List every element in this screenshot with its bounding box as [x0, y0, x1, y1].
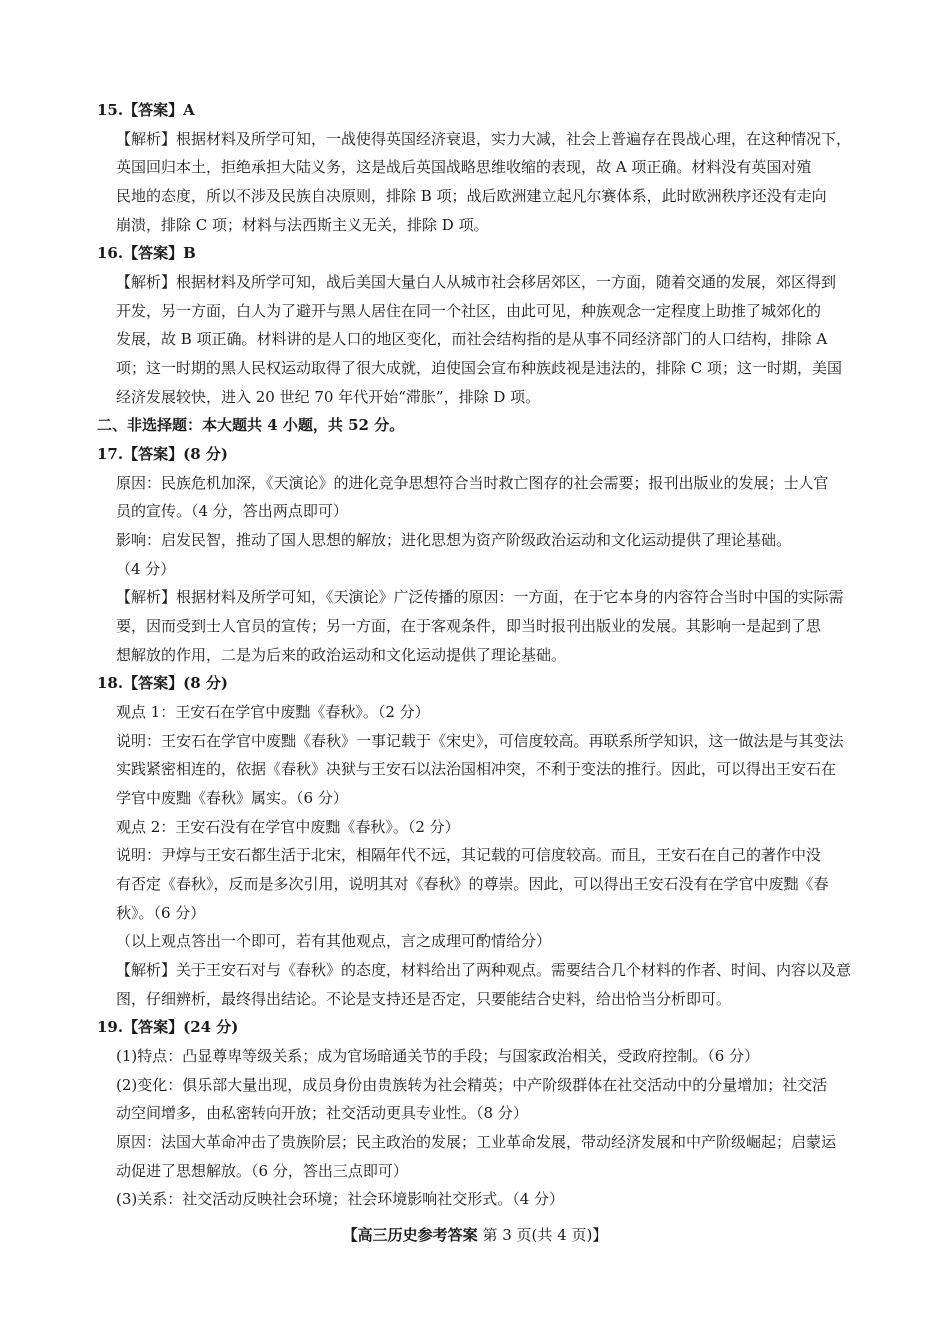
q15-analysis-line-2: 英国回归本土，拒绝承担大陆义务，这是战后英国战略思维收缩的表现，故 A 项正确。材料没有英国对殖 — [116, 158, 812, 176]
q18-line-10: 【解析】关于王安石对与《春秋》的态度，材料给出了两种观点。需要结合几个材料的作者、时间、内容以及意 — [116, 961, 852, 979]
q17-answer: 17.【答案】(8 分) — [97, 445, 228, 463]
q18-line-2: 说明：王安石在学官中废黜《春秋》一事记载于《宋史》，可信度较高。再联系所学知识，这一做法是与其变法 — [116, 732, 844, 750]
q19-line-2: (2)变化：俱乐部大量出现，成员身份由贵族转为社会精英；中产阶级群体在社交活动中的分量增加；社交活 — [116, 1076, 828, 1094]
q18-line-11: 图，仔细辨析，最终得出结论。不论是支持还是否定，只要能结合史料，给出恰当分析即可。 — [116, 990, 732, 1008]
q15-analysis-line-3: 民地的态度，所以不涉及民族自决原则，排除 B 项；战后欧洲建立起凡尔赛体系，此时欧洲秩序还没有走向 — [116, 187, 827, 205]
q18-line-9: （以上观点答出一个即可，若有其他观点，言之成理可酌情给分） — [116, 932, 552, 950]
q19-answer: 19.【答案】(24 分) — [97, 1018, 239, 1036]
q18-line-7: 有否定《春秋》，反而是多次引用，说明其对《春秋》的尊崇。因此，可以得出王安石没有在学官中废黜《春 — [116, 875, 829, 893]
q19-line-6: (3)关系：社交活动反映社会环境；社会环境影响社交形式。（4 分） — [116, 1190, 565, 1208]
q16-analysis-line-2: 开发，另一方面，白人为了避开与黑人居住在同一个社区，由此可见，种族观念一定程度上助推了城郊化的 — [116, 302, 822, 320]
q18-line-4: 学官中废黜《春秋》属实。（6 分） — [116, 789, 348, 807]
q17-line-6: 要，因而受到士人官员的宣传；另一方面，在于客观条件，即当时报刊出版业的发展。其影响一是起到了思 — [116, 617, 822, 635]
q17-line-7: 想解放的作用，二是为后来的政治运动和文化运动提供了理论基础。 — [116, 646, 567, 664]
q16-analysis-line-4: 项；这一时期的黑人民权运动取得了很大成就，迫使国会宣布种族歧视是违法的，排除 C 项；这一时期，美国 — [116, 359, 843, 377]
q15-analysis-line-1: 【解析】根据材料及所学可知，一战使得英国经济衰退，实力大减，社会上普遍存在畏战心理，在这种情况下， — [116, 130, 852, 148]
footer-title: 【高三历史参考答案 — [342, 1226, 478, 1244]
q16-analysis-line-3: 发展，故 B 项正确。材料讲的是人口的地区变化，而社会结构指的是从事不同经济部门的人口结构，排除 A — [116, 330, 828, 348]
q18-line-6: 说明：尹焞与王安石都生活于北宋，相隔年代不远，其记载的可信度较高。而且，王安石在自己的著作中没 — [116, 846, 822, 864]
q17-line-3: 影响：启发民智，推动了国人思想的解放；进化思想为资产阶级政治运动和文化运动提供了理论基础。 — [116, 531, 792, 549]
q17-line-5: 【解析】根据材料及所学可知，《天演论》广泛传播的原因：一方面，在于它本身的内容符合当时中国的实际需 — [116, 588, 844, 606]
q18-answer: 18.【答案】(8 分) — [97, 674, 228, 692]
q19-line-1: (1)特点：凸显尊卑等级关系；成为官场暗通关节的手段；与国家政治相关，受政府控制。（6 分） — [116, 1047, 760, 1065]
q18-line-1: 观点 1：王安石在学官中废黜《春秋》。（2 分） — [116, 703, 430, 721]
q18-line-8: 秋》。（6 分） — [116, 904, 206, 922]
page-footer — [0, 1225, 950, 1245]
q19-line-4: 原因：法国大革命冲击了贵族阶层；民主政治的发展；工业革命发展，带动经济发展和中产阶级崛起；启蒙运 — [116, 1133, 837, 1151]
q17-line-1: 原因：民族危机加深，《天演论》的进化竞争思想符合当时救亡图存的社会需要；报刊出版业的发展；士人官 — [116, 474, 829, 492]
q16-analysis-line-1: 【解析】根据材料及所学可知，战后美国大量白人从城市社会移居郊区，一方面，随着交通的发展，郊区得到 — [116, 273, 837, 291]
q17-line-4: （4 分） — [116, 560, 176, 578]
q16-analysis-line-5: 经济发展较快，进入 20 世纪 70 年代开始“滞胀”，排除 D 项。 — [116, 388, 541, 406]
q16-answer: 16.【答案】B — [97, 244, 196, 262]
q17-line-2: 员的宣传。（4 分，答出两点即可） — [116, 502, 348, 520]
q19-line-5: 动促进了思想解放。（6 分，答出三点即可） — [116, 1162, 408, 1180]
footer-page-number: 第 3 页(共 4 页)】 — [482, 1226, 608, 1244]
q19-line-3: 动空间增多，由私密转向开放；社交活动更具专业性。（8 分） — [116, 1104, 528, 1122]
q18-line-3: 实践紧密相连的，依据《春秋》决狱与王安石以法治国相冲突，不利于变法的推行。因此，可以得出王安石在 — [116, 760, 837, 778]
q18-line-5: 观点 2：王安石没有在学官中废黜《春秋》。（2 分） — [116, 818, 460, 836]
q15-answer: 15.【答案】A — [97, 101, 195, 119]
q15-analysis-line-4: 崩溃，排除 C 项；材料与法西斯主义无关，排除 D 项。 — [116, 216, 489, 234]
section-heading: 二、非选择题：本大题共 4 小题，共 52 分。 — [97, 416, 405, 434]
